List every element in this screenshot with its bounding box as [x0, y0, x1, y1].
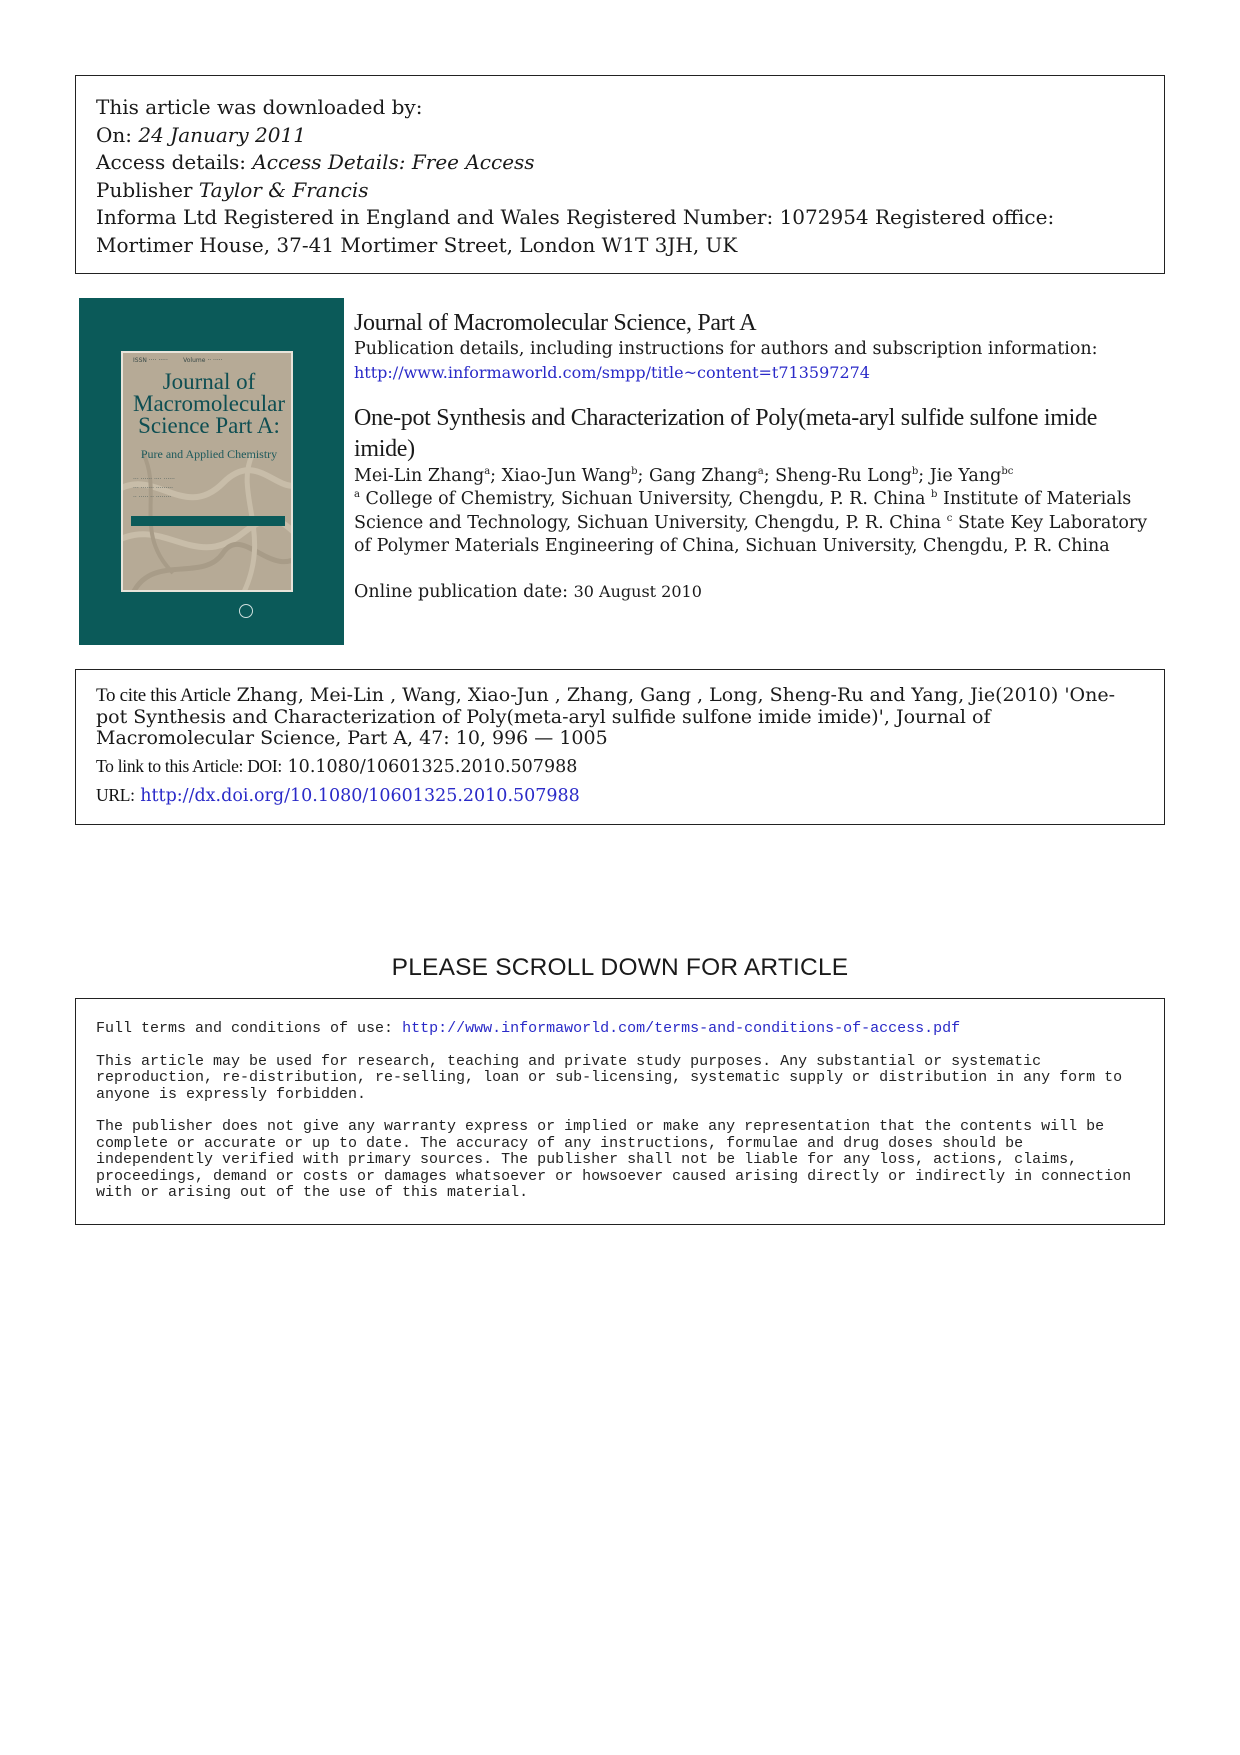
on-label: On: — [96, 122, 139, 147]
pub-details-text: Publication details, including instructions for authors and subscription information: — [354, 339, 1098, 359]
scroll-notice: PLEASE SCROLL DOWN FOR ARTICLE — [391, 954, 849, 981]
terms-box — [75, 998, 1165, 1225]
author-affiliation-mark: a — [757, 466, 764, 478]
article-title: One-pot Synthesis and Characterization of Poly(meta-aryl sulfide sulfone imide imide) — [354, 405, 1098, 462]
download-date: 24 January 2011 — [138, 122, 306, 147]
publication-details — [354, 338, 1154, 385]
cite-label: To cite this Article — [96, 685, 231, 706]
doi-value: 10.1080/10601325.2010.507988 — [287, 756, 578, 777]
online-publication-date: Online publication date: 30 August 2010 — [354, 581, 702, 602]
journal-cover-image — [79, 298, 344, 645]
author-name: Sheng-Ru Long — [775, 466, 912, 486]
publisher-label: Publisher — [96, 177, 199, 202]
access-label: Access details: — [96, 150, 253, 174]
access-value: Access Details: Free Access — [252, 150, 535, 174]
author-name: Mei-Lin Zhang — [354, 466, 485, 486]
author-affiliation-mark: b — [631, 466, 638, 478]
doi-row — [96, 755, 1144, 779]
affiliation-mark: c — [946, 512, 953, 524]
author-name: Gang Zhang — [648, 466, 758, 486]
affiliation-mark: b — [930, 489, 938, 501]
affiliation-text: College of Chemistry, Sichuan University, Chengdu, P. R. China — [359, 489, 931, 509]
journal-title: Journal of Macromolecular Science, Part A — [354, 310, 757, 336]
doi-label: To link to this Article: DOI: — [96, 755, 282, 776]
terms-link[interactable]: http://www.informaworld.com/terms-and-conditions-of-access.pdf — [402, 1020, 961, 1037]
cover-band — [131, 516, 285, 526]
affiliation-mark: a — [354, 489, 360, 501]
cover-subtitle: Pure and Applied Chemistry — [140, 447, 278, 461]
url-label: URL: — [96, 784, 135, 805]
downloaded-by-line: This article was downloaded by: — [96, 95, 423, 119]
cover-title: Journal of Macromolecular Science Part A: — [133, 369, 285, 438]
download-date-line — [96, 122, 1144, 150]
affiliation-text: Institute of Materials Science and Technology, Sichuan University, Chengdu, P. R. China — [354, 489, 1132, 533]
registration-info: Informa Ltd Registered in England and Wales Registered Number: 1072954 Registered office: Mortimer House, 37-41 Mortimer Street, London W1T 3JH, UK — [96, 205, 1055, 257]
cover-panel: ISSN ···· ····· Volume ·· ····· Journal of Macromolecular Science Part A: Pure and Applied Chemistry ··· ······ ···· ······ ··· ······· ········· ·· ····· ·· ········ — [121, 351, 293, 592]
publisher-line — [96, 177, 1144, 205]
author-affiliation-mark: a — [484, 466, 491, 478]
citation-text: Zhang, Mei-Lin , Wang, Xiao-Jun , Zhang, Gang , Long, Sheng-Ru and Yang, Jie(2010) 'One-pot Synthesis and Characterization of Poly(meta-aryl sulfide sulfone imide imide)', Journal of Macromolecular Science, Part A, 47: 10, 996 — 1005 — [96, 684, 1116, 749]
publisher-logo-icon — [239, 604, 253, 618]
article-details — [354, 308, 1154, 604]
citation-box — [75, 669, 1165, 825]
terms-paragraph-disclaimer: The publisher does not give any warranty express or implied or make any representation that the contents will be complete or accurate or up to date. The accuracy of any instructions, formulae and drug doses should be independently verified with primary sources. The publisher shall not be liable for any loss, actions, claims, proceedings, demand or costs or damages whatsoever or howsoever caused arising directly or indirectly in connection with or arising out of the use of this material. — [96, 1118, 1132, 1201]
author-name: Xiao-Jun Wang — [501, 466, 632, 486]
affiliations — [354, 488, 1154, 559]
affiliation-text: State Key Laboratory of Polymer Materials Engineering of China, Sichuan University, Chengdu, P. R. China — [354, 512, 1148, 556]
access-details-line — [96, 149, 1144, 177]
author-list: Mei-Lin Zhang$^a$; Xiao-Jun Wang$^b$; Gang Zhang$^a$; Sheng-Ru Long$^b$; Jie Yang$^{bc}$ — [354, 466, 1014, 486]
publisher-value: Taylor & Francis — [198, 177, 369, 202]
author-name: Jie Yang — [929, 466, 1002, 486]
terms-line: Full terms and conditions of use: http://www.informaworld.com/terms-and-conditions-of-access.pdf — [96, 1020, 961, 1037]
online-date: 30 August 2010 — [573, 581, 702, 601]
download-info-box — [75, 75, 1165, 274]
author-affiliation-mark: b — [911, 466, 919, 478]
author-affiliation-mark: bc — [1001, 466, 1014, 478]
url-row — [96, 784, 1144, 808]
journal-link[interactable]: http://www.informaworld.com/smpp/title~content=t713597274 — [354, 363, 870, 382]
doi-url-link[interactable]: http://dx.doi.org/10.1080/10601325.2010.507988 — [140, 785, 580, 806]
citation — [96, 685, 1144, 750]
terms-paragraph-usage: This article may be used for research, teaching and private study purposes. Any substantial or systematic reproduction, re-distribution, re-selling, loan or sub-licensing, systematic supply or distribution in any form to anyone is expressly forbidden. — [96, 1052, 1123, 1103]
